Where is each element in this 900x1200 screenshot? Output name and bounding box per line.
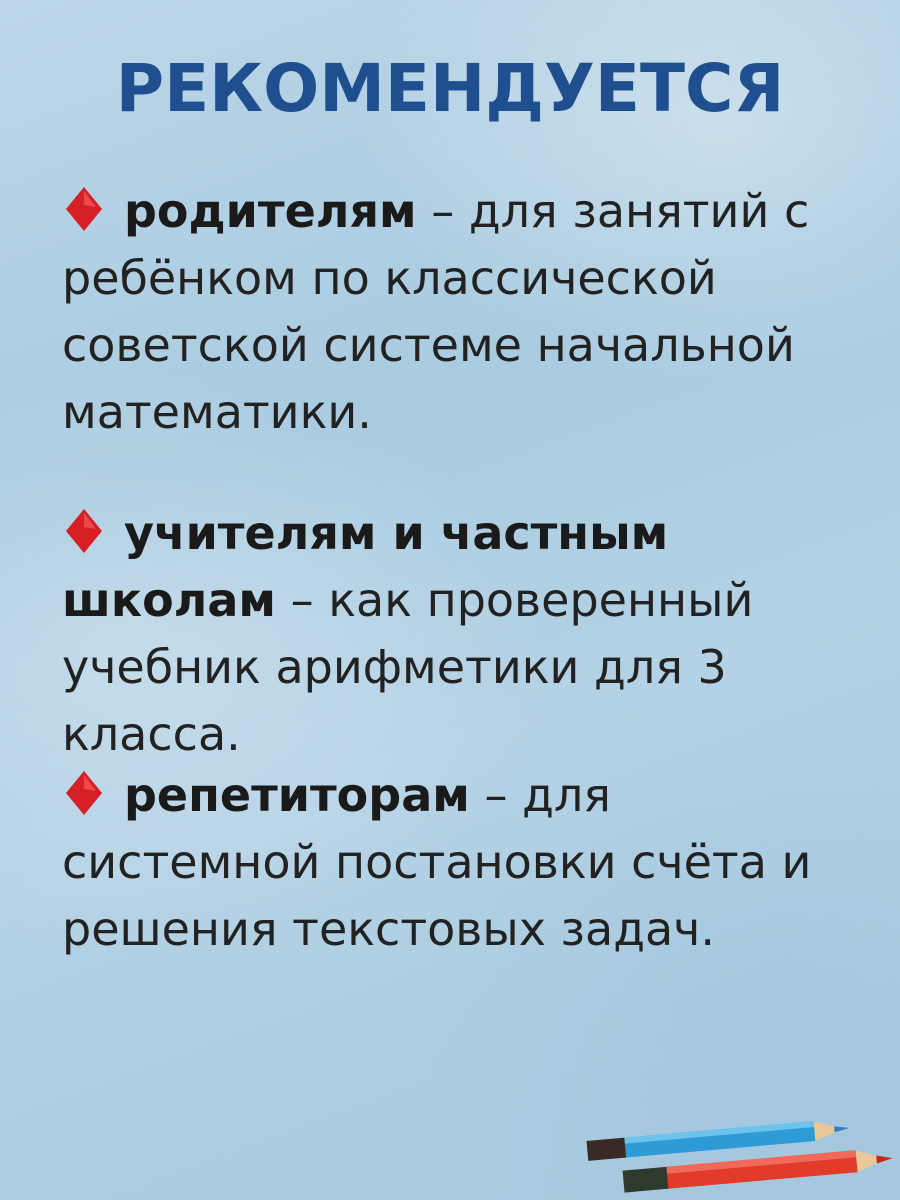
- page-title: РЕКОМЕНДУЕТСЯ: [115, 50, 785, 127]
- item-text: – для системной постановки счёта и решения текстовых задач.: [62, 768, 812, 956]
- pencils-illustration: [575, 1100, 900, 1200]
- red-diamond-icon: [62, 507, 106, 555]
- list-item-tutors: [62, 762, 852, 963]
- list-item-parents: [62, 178, 852, 446]
- red-diamond-icon: [62, 185, 106, 233]
- item-text: – как проверенный учебник арифметики для 3 класса.: [62, 573, 754, 761]
- red-diamond-icon: [62, 769, 106, 817]
- item-lead: учителям и частным школам: [62, 506, 669, 627]
- item-lead: репетиторам: [124, 768, 470, 822]
- item-text: – для занятий с ребёнком по классической советской системе начальной математики.: [62, 184, 810, 439]
- item-lead: родителям: [124, 184, 417, 238]
- list-item-teachers: [62, 500, 852, 768]
